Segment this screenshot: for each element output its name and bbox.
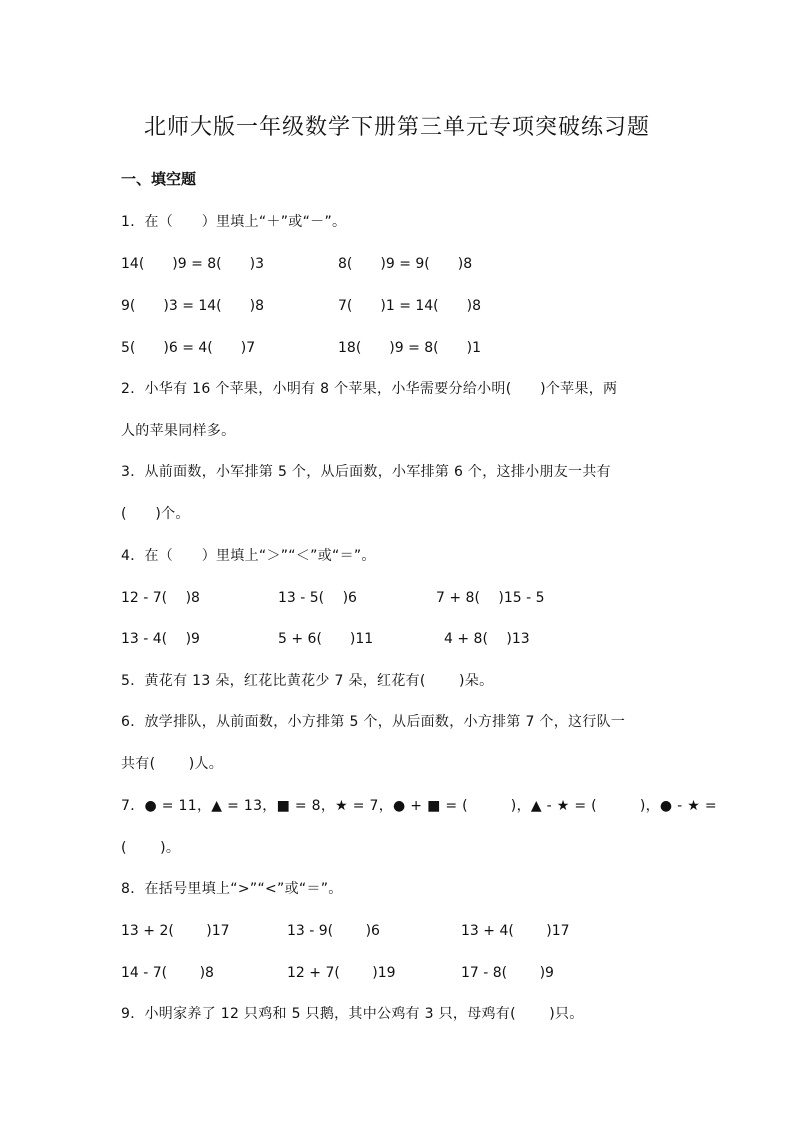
question-8-prompt: 8．在括号里填上“>”“<”或“＝”。: [121, 881, 343, 897]
comparison: 4 + 8( )13: [444, 631, 530, 647]
question-7-line-2: ( )。: [121, 840, 181, 856]
comparison: 13 - 9( )6: [287, 923, 380, 939]
comparison: 12 + 7( )19: [287, 965, 396, 981]
comparison: 7 + 8( )15 - 5: [436, 590, 545, 606]
question-8-row-2: [121, 962, 681, 982]
equation: 5( )6 = 4( )7: [121, 340, 256, 356]
question-4-prompt: 4．在（ ）里填上“＞”“＜”或“＝”。: [121, 548, 376, 564]
question-2-line-2: 人的苹果同样多。: [121, 423, 236, 439]
question-8-row-1: [121, 920, 681, 940]
question-1-row-1: [121, 253, 681, 273]
comparison: 13 - 5( )6: [278, 590, 357, 606]
equation: 9( )3 = 14( )8: [121, 298, 265, 314]
question-4-row-2: [121, 628, 681, 648]
comparison: 12 - 7( )8: [121, 590, 200, 606]
question-5: 5．黄花有 13 朵，红花比黄花少 7 朵，红花有( )朵。: [121, 673, 494, 689]
question-6-line-1: 6．放学排队，从前面数，小方排第 5 个，从后面数，小方排第 7 个，这行队一: [121, 714, 626, 730]
question-3-line-2: ( )个。: [121, 506, 190, 522]
equation: 8( )9 = 9( )8: [338, 256, 473, 272]
comparison: 14 - 7( )8: [121, 965, 214, 981]
page-title: 北师大版一年级数学下册第三单元专项突破练习题: [143, 115, 650, 140]
equation: 18( )9 = 8( )1: [338, 340, 482, 356]
question-3-line-1: 3．从前面数，小军排第 5 个，从后面数，小军排第 6 个，这排小朋友一共有: [121, 464, 611, 480]
comparison: 17 - 8( )9: [461, 965, 554, 981]
question-7-line-1: 7．● = 11，▲ = 13，■ = 8，★ = 7，● + ■ = ( )，▲ - ★ = ( )，● - ★ =: [121, 798, 717, 814]
comparison: 5 + 6( )11: [278, 631, 374, 647]
question-1-row-2: [121, 295, 681, 315]
question-2-line-1: 2．小华有 16 个苹果，小明有 8 个苹果，小华需要分给小明( )个苹果，两: [121, 381, 618, 397]
section-heading-fill-blank: 一、填空题: [121, 170, 197, 188]
comparison: 13 + 4( )17: [461, 923, 570, 939]
comparison: 13 + 2( )17: [121, 923, 230, 939]
question-1-prompt: 1．在（ ）里填上“＋”或“－”。: [121, 214, 347, 230]
question-4-row-1: [121, 587, 681, 607]
question-6-line-2: 共有( )人。: [121, 756, 224, 772]
equation: 14( )9 = 8( )3: [121, 256, 265, 272]
question-9: 9．小明家养了 12 只鸡和 5 只鹅，其中公鸡有 3 只，母鸡有( )只。: [121, 1006, 584, 1022]
question-1-row-3: [121, 337, 681, 357]
comparison: 13 - 4( )9: [121, 631, 200, 647]
equation: 7( )1 = 14( )8: [338, 298, 482, 314]
